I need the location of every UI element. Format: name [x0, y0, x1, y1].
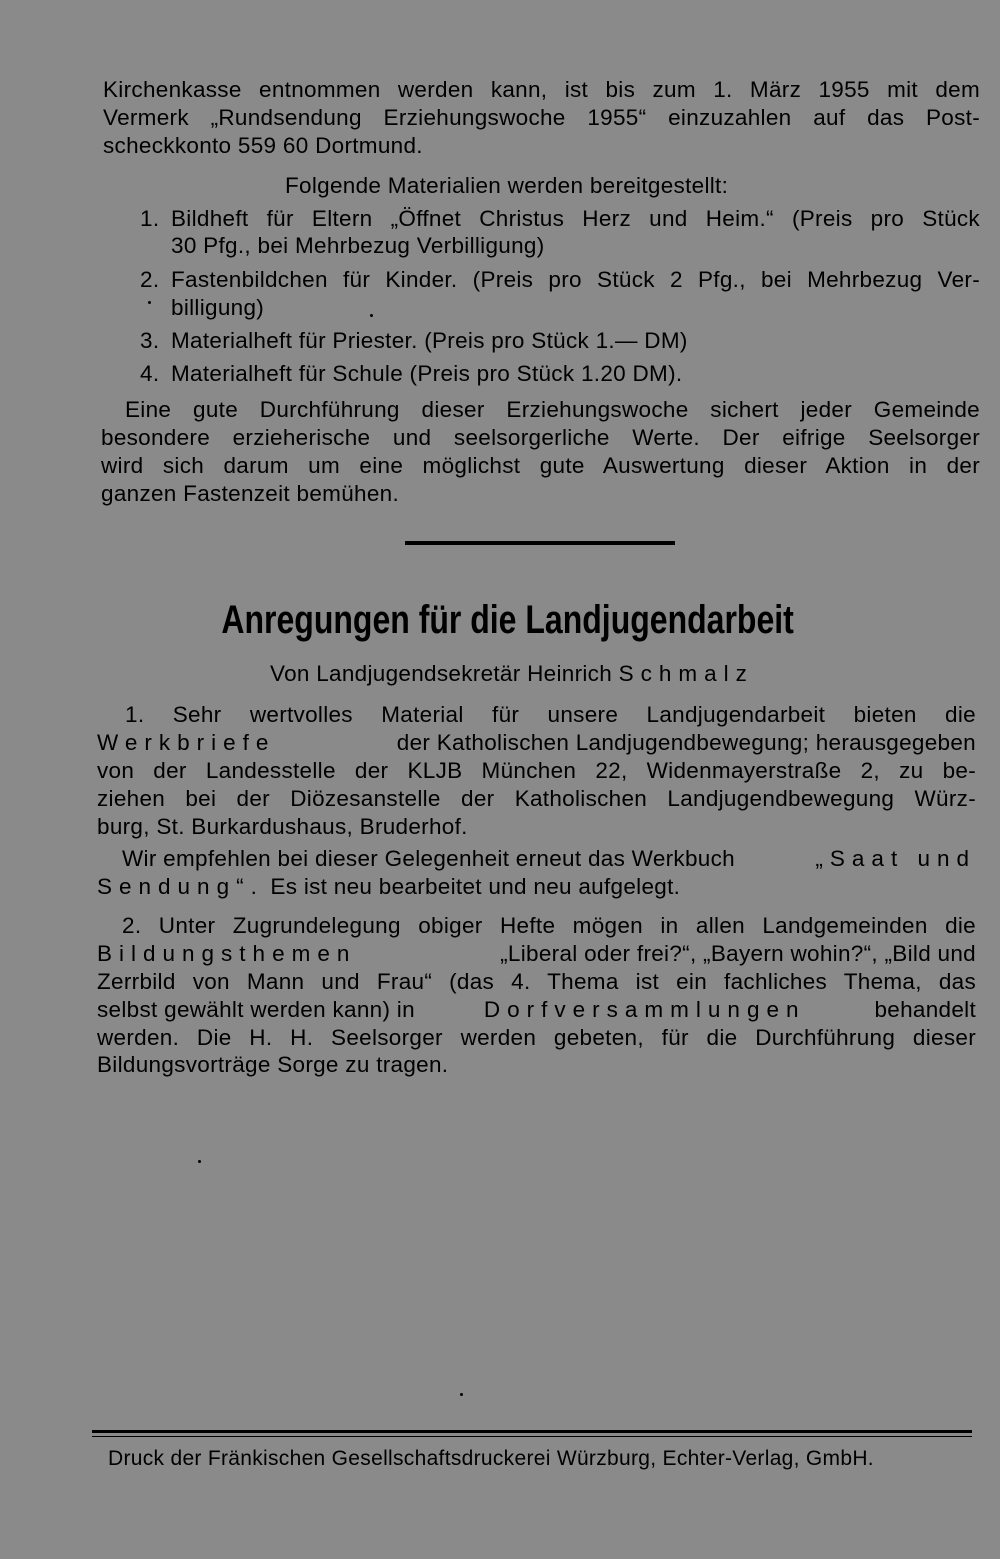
list-item-number: 2.: [140, 267, 160, 292]
paragraph-line: [97, 729, 976, 757]
emphasized-term: Sendung“.: [97, 874, 264, 899]
text-span: behandelt: [874, 997, 976, 1022]
paragraph-line: 1. Sehr wertvolles Material für unsere Landjugendarbeit bieten die: [125, 702, 976, 727]
list-item-text: billigung): [171, 295, 265, 320]
paragraph-line: [97, 996, 976, 1024]
paragraph-line: besondere erzieherische und seelsorgerliche Werte. Der eifrige Seelsorger: [101, 425, 980, 450]
author-name: Schmalz: [618, 661, 754, 686]
paragraph-line: Zerrbild von Mann und Frau“ (das 4. Thema ist ein fachliches Thema, das: [97, 969, 976, 994]
emphasized-term: „Saat und: [815, 846, 976, 871]
paragraph-line: [97, 873, 680, 901]
paragraph-line: ziehen bei der Diözesanstelle der Katholischen Landjugendbewegung Würz-: [97, 786, 976, 811]
paragraph-line: Kirchenkasse entnommen werden kann, ist bis zum 1. März 1955 mit dem: [103, 77, 980, 102]
text-span: der Katholischen Landjugendbewegung; herausgegeben: [396, 730, 976, 755]
byline-prefix: Von Landjugendsekretär Heinrich: [270, 661, 613, 686]
article-title: Anregungen für die Landjugendarbeit: [221, 598, 794, 642]
materials-intro: Folgende Materialien werden bereitgestellt:: [285, 173, 729, 198]
text-span: Wir empfehlen bei dieser Gelegenheit erneut das Werkbuch: [122, 846, 735, 871]
paragraph-line: werden. Die H. H. Seelsorger werden gebeten, für die Durchführung dieser: [97, 1025, 976, 1050]
emphasized-term: Dorfversammlungen: [483, 997, 806, 1022]
paragraph-line: ganzen Fastenzeit bemühen.: [101, 481, 399, 506]
paragraph-line: Vermerk „Rundsendung Erziehungswoche 1955“ einzuzahlen auf das Post-: [103, 105, 980, 130]
list-item-text: Materialheft für Schule (Preis pro Stück 1.20 DM).: [171, 361, 683, 386]
paragraph-line: 2. Unter Zugrundelegung obiger Hefte mögen in allen Landgemeinden die: [122, 913, 976, 938]
list-item-text: Fastenbildchen für Kinder. (Preis pro Stück 2 Pfg., bei Mehrbezug Ver-: [171, 267, 980, 292]
paragraph-line: [97, 940, 976, 968]
print-speck: [198, 1160, 201, 1163]
list-item-number: 4.: [140, 361, 160, 386]
paragraph-line: von der Landesstelle der KLJB München 22, Widenmayerstraße 2, zu be-: [97, 758, 976, 783]
list-item-number: 1.: [140, 206, 160, 231]
footer-rule-bottom: [92, 1436, 972, 1437]
list-item-number: 3.: [140, 328, 160, 353]
text-span: selbst gewählt werden kann) in: [97, 997, 415, 1022]
list-item-text: Materialheft für Priester. (Preis pro Stück 1.— DM): [171, 328, 688, 353]
emphasized-term: Bildungsthemen: [97, 941, 357, 966]
paragraph-line: Eine gute Durchführung dieser Erziehungswoche sichert jeder Gemeinde: [125, 397, 980, 422]
paragraph-line: Bildungsvorträge Sorge zu tragen.: [97, 1052, 449, 1077]
paragraph-line: [122, 845, 976, 873]
paragraph-line: burg, St. Burkardushaus, Bruderhof.: [97, 814, 468, 839]
byline: [270, 660, 754, 688]
paragraph-line: wird sich darum um eine möglichst gute Auswertung dieser Aktion in der: [101, 453, 980, 478]
list-item-text: 30 Pfg., bei Mehrbezug Verbilligung): [171, 233, 545, 258]
text-span: Es ist neu bearbeitet und neu aufgelegt.: [270, 874, 681, 899]
print-speck: [460, 1393, 463, 1396]
emphasized-term: Werkbriefe: [97, 730, 276, 755]
printer-imprint: Druck der Fränkischen Gesellschaftsdruckerei Würzburg, Echter-Verlag, GmbH.: [108, 1447, 874, 1470]
paragraph-line: scheckkonto 559 60 Dortmund.: [103, 133, 423, 158]
section-divider: [405, 541, 675, 545]
list-item-text: Bildheft für Eltern „Öffnet Christus Herz und Heim.“ (Preis pro Stück: [171, 206, 980, 231]
footer-rule-top: [92, 1430, 972, 1433]
text-span: „Liberal oder frei?“, „Bayern wohin?“, „Bild und: [500, 941, 976, 966]
print-speck: [148, 301, 151, 304]
print-speck: [370, 314, 373, 317]
